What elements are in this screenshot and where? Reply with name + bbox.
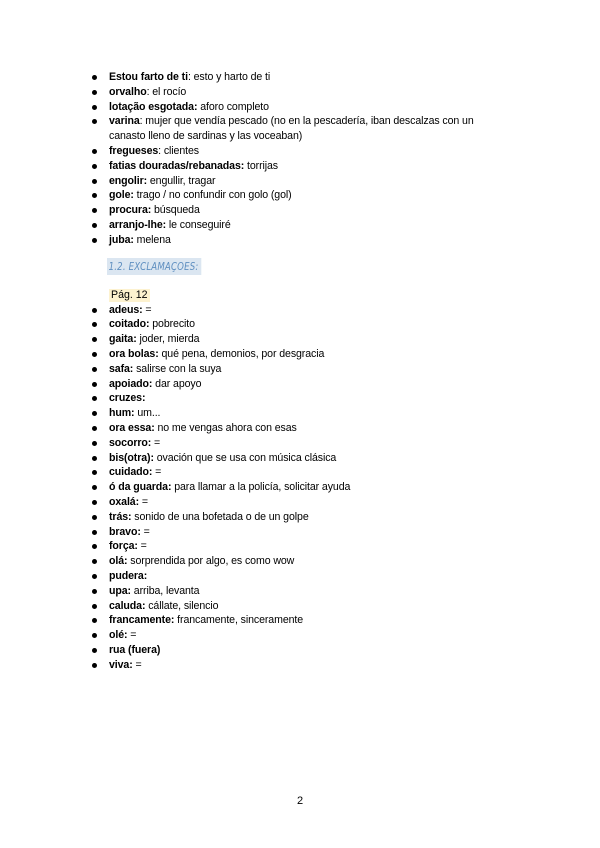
bullet-icon [92,179,97,184]
bullet-icon [92,530,97,535]
bullet-icon [92,411,97,416]
term: safa: [109,362,134,375]
term: orvalho [109,85,147,98]
list-item [92,451,512,466]
bullet-icon [92,648,97,653]
term: ora bolas: [109,347,159,360]
definition: = [132,658,142,671]
term: trás: [109,510,132,523]
term: viva: [109,658,133,671]
list-item [92,510,512,525]
bullet-icon [92,426,97,431]
definition: salirse con la suya [133,362,222,375]
list-item [92,377,512,392]
list-item [92,362,512,377]
vocabulary-list [92,70,512,248]
definition: aforo completo [197,100,269,113]
list-item [92,233,512,248]
bullet-icon [92,589,97,594]
bullet-icon [92,441,97,446]
definition: joder, mierda [136,333,200,346]
definition: = [127,629,137,642]
section-heading: 1.2. EXCLAMAÇOES: [107,258,202,275]
page-reference: Pág. 12 [111,288,148,301]
term: engolir: [109,174,148,187]
definition: qué pena, demonios, por desgracia [158,347,325,360]
bullet-icon [92,308,97,313]
bullet-icon [92,500,97,505]
definition: melena [133,233,171,246]
list-item [92,613,512,628]
definition: cállate, silencio [145,599,219,612]
list-item [92,85,512,100]
bullet-icon [92,208,97,213]
term: procura: [109,204,152,217]
bullet-icon [92,544,97,549]
bullet-icon [92,238,97,243]
list-item [92,539,512,554]
list-item [92,495,512,510]
definition: ovación que se usa con música clásica [153,451,337,464]
bullet-icon [92,515,97,520]
definition: no me vengas ahora con esas [154,421,297,434]
definition: francamente, sinceramente [174,614,304,627]
term-separator: : [158,144,161,157]
list-item [92,203,512,218]
list-item [92,174,512,189]
term-separator: : [139,115,143,128]
bullet-icon [92,105,97,110]
list-item [92,70,512,85]
list-item [92,643,512,658]
list-item [92,218,512,233]
bullet-icon [92,618,97,623]
list-item [92,421,512,436]
definition: para llamar a la policía, solicitar ayuda [171,481,351,494]
term: cuidado: [109,466,153,479]
definition: um... [134,407,161,420]
definition: torrijas [244,159,279,172]
term: ó da guarda: [109,481,172,494]
term: juba: [109,233,134,246]
list-item [92,406,512,421]
term: apoiado: [109,377,153,390]
term: ora essa: [109,421,155,434]
bullet-icon [92,574,97,579]
term: francamente: [109,614,175,627]
definition: = [139,495,148,508]
bullet-icon [92,149,97,154]
list-item [92,525,512,540]
term: fregueses [109,144,159,157]
list-item [92,554,512,569]
term: Estou farto de ti [109,71,188,83]
term: rua (fuera) [109,643,161,656]
list-item [92,332,512,347]
definition: arriba, levanta [130,584,200,597]
term: bis(otra): [109,451,154,464]
list-item [92,317,512,332]
term: lotação esgotada: [109,100,198,113]
list-item [92,114,512,144]
term: caluda: [109,599,146,612]
term: socorro: [109,436,152,449]
term: varina [109,115,140,128]
term: coitado: [109,318,150,331]
definition: sorprendida por algo, es como wow [127,555,295,568]
term: olá: [109,555,128,568]
bullet-icon [92,75,97,80]
definition: = [137,540,147,553]
term: bravo: [109,525,141,538]
definition: búsqueda [151,204,200,217]
bullet-icon [92,396,97,401]
definition: trago / no confundir con golo (gol) [133,189,292,202]
list-item [92,569,512,584]
term: olé: [109,629,128,642]
exclamations-list [92,303,512,673]
definition: el rocío [149,85,187,98]
list-item [92,436,512,451]
definition: mujer que vendía pescado (no en la pescadería, iban descalzas con un canasto lleno de sardinas y las voceaban) [109,115,474,143]
list-item [92,188,512,203]
bullet-icon [92,90,97,95]
bullet-icon [92,470,97,475]
list-item [92,347,512,362]
definition: dar apoyo [152,377,202,390]
bullet-icon [92,633,97,638]
bullet-icon [92,352,97,357]
bullet-icon [92,119,97,124]
definition: sonido de una bofetada o de un golpe [131,510,309,523]
list-item [92,658,512,673]
definition: clientes [161,144,199,157]
bullet-icon [92,193,97,198]
term: cruzes: [109,392,146,405]
definition: = [142,303,152,316]
term: gaita: [109,333,137,346]
term: adeus: [109,303,143,316]
bullet-icon [92,322,97,327]
term-separator: : [146,85,150,98]
list-item [92,100,512,115]
term: hum: [109,407,135,420]
bullet-icon [92,164,97,169]
page-number: 2 [296,795,304,807]
bullet-icon [92,382,97,387]
term: força: [109,540,138,553]
term: pudera: [109,569,148,582]
list-item [92,628,512,643]
list-item [92,584,512,599]
term: oxalá: [109,495,140,508]
term: fatias douradas/rebanadas: [109,159,245,172]
bullet-icon [92,337,97,342]
bullet-icon [92,604,97,609]
definition: engullir, tragar [147,174,216,187]
bullet-icon [92,485,97,490]
list-item [92,159,512,174]
definition: = [151,436,161,449]
list-item [92,465,512,480]
bullet-icon [92,223,97,228]
definition: = [140,525,150,538]
document-body [92,70,512,672]
term: upa: [109,584,131,597]
definition: esto y harto de ti [190,71,271,83]
list-item [92,144,512,159]
bullet-icon [92,456,97,461]
list-item [92,391,512,406]
term: arranjo-lhe: [109,218,167,231]
definition: pobrecito [149,318,195,331]
list-item [92,303,512,318]
bullet-icon [92,367,97,372]
list-item [92,599,512,614]
bullet-icon [92,663,97,668]
definition: = [152,466,162,479]
term-separator: : [187,71,191,83]
bullet-icon [92,559,97,564]
definition: le conseguiré [166,218,231,231]
list-item [92,480,512,495]
term: gole: [109,189,134,202]
